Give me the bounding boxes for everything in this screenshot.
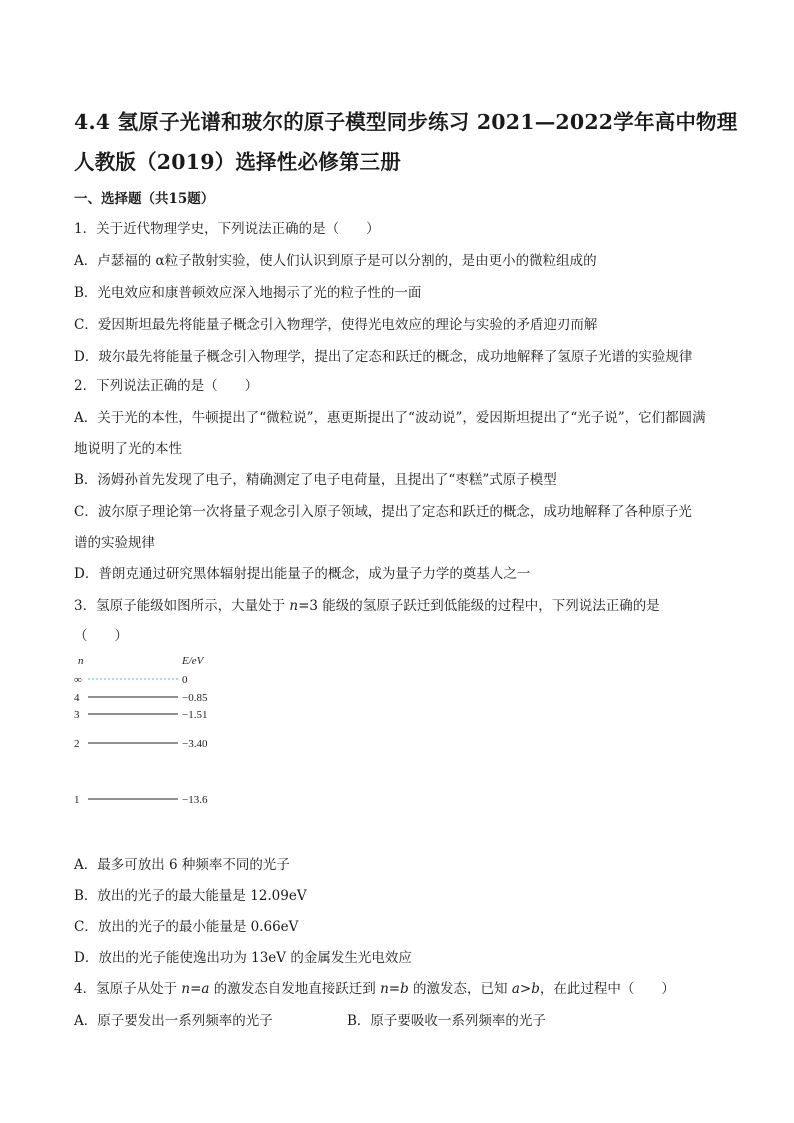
question-2-option-a-line-1: A．关于光的本性，牛顿提出了“微粒说”，惠更斯提出了“波动说”，爱因斯坦提出了“光子说”，它们都圆满 <box>74 410 706 426</box>
section-heading: 一、选择题（共15题） <box>74 191 215 207</box>
level-2-energy-label: −1.51 <box>182 709 208 721</box>
question-4-text-3: 的激发态自发地直接跃迁到 <box>209 981 381 997</box>
question-1-option-a: A．卢瑟福的 α粒子散射实验，使人们认识到原子是可以分割的，是由更小的微粒组成的 <box>74 253 597 269</box>
energy-level-diagram <box>70 652 250 812</box>
energy-levels <box>74 674 208 806</box>
question-3-stem <box>74 594 660 614</box>
question-4-var-n1: n <box>181 981 191 997</box>
question-3-option-d: D．放出的光子能使逸出功为 13eV 的金属发生光电效应 <box>74 950 412 966</box>
question-1-stem: 1．关于近代物理学史，下列说法正确的是（ ） <box>74 221 380 237</box>
question-4-var-n2: n <box>380 981 389 997</box>
level-1-energy-label: −0.85 <box>182 692 208 704</box>
question-4-var-a2: a <box>511 981 520 997</box>
question-4-text-6: > <box>519 981 532 997</box>
document-title-line-1: 4.4 氢原子光谱和玻尔的原子模型同步练习 2021—2022学年高中物理 <box>74 110 738 134</box>
question-1-option-b: B．光电效应和康普顿效应深入地揭示了光的粒子性的一面 <box>74 285 422 301</box>
question-2-option-c-line-1: C．波尔原子理论第一次将量子观念引入原子领域，提出了定态和跃迁的概念，成功地解释了各种原子光 <box>74 504 692 520</box>
document-title-line-2: 人教版（2019）选择性必修第三册 <box>74 150 401 174</box>
question-3-option-c: C．放出的光子的最小能量是 0.66eV <box>74 919 299 935</box>
question-3-stem-var: n <box>289 598 299 614</box>
question-4-text-4: = <box>388 981 401 997</box>
level-4-n-label: 1 <box>74 794 80 806</box>
question-3-option-b: B．放出的光子的最大能量是 12.09eV <box>74 888 307 904</box>
level-3-energy-label: −3.40 <box>182 738 208 750</box>
question-4-var-b1: b <box>400 981 409 997</box>
question-2-option-c-line-2: 谱的实验规律 <box>74 535 155 551</box>
level-4-energy-label: −13.6 <box>182 794 208 806</box>
question-4-var-b2: b <box>531 981 540 997</box>
question-4-text-1: 4．氢原子从处于 <box>74 981 182 997</box>
question-3-stem-post: =3 能级的氢原子跃迁到低能级的过程中，下列说法正确的是 <box>298 598 660 614</box>
question-1-option-c: C．爱因斯坦最先将能量子概念引入物理学，使得光电效应的理论与实验的矛盾迎刃而解 <box>74 317 598 333</box>
question-4-var-a1: a <box>201 981 210 997</box>
question-4-stem <box>74 977 675 997</box>
level-0-n-label: ∞ <box>74 674 82 686</box>
question-3-stem-line-2: （ ） <box>74 628 128 644</box>
question-3-stem-pre: 3．氢原子能级如图所示，大量处于 <box>74 598 290 614</box>
question-2-option-a-line-2: 地说明了光的本性 <box>74 441 182 457</box>
diagram-n-axis-label: n <box>78 655 84 667</box>
diagram-energy-axis-label: E/eV <box>182 655 204 667</box>
question-4-option-b: B．原子要吸收一系列频率的光子 <box>347 1013 546 1029</box>
question-4-text-7: ，在此过程中（ ） <box>539 981 675 997</box>
question-3-option-a: A．最多可放出 6 种频率不同的光子 <box>74 857 290 873</box>
question-4-option-a: A．原子要发出一系列频率的光子 <box>74 1013 273 1029</box>
question-2-option-d: D．普朗克通过研究黑体辐射提出能量子的概念，成为量子力学的奠基人之一 <box>74 566 531 582</box>
level-3-n-label: 2 <box>74 738 80 750</box>
question-1-option-d: D．玻尔最先将能量子概念引入物理学，提出了定态和跃迁的概念，成功地解释了氢原子光谱的实验规律 <box>74 349 693 365</box>
question-2-option-b: B．汤姆孙首先发现了电子，精确测定了电子电荷量，且提出了“枣糕”式原子模型 <box>74 472 557 488</box>
question-4-text-5: 的激发态，已知 <box>408 981 512 997</box>
level-2-n-label: 3 <box>74 709 80 721</box>
level-1-n-label: 4 <box>74 692 80 704</box>
question-4-text-2: = <box>190 981 202 997</box>
level-0-energy-label: 0 <box>182 674 188 686</box>
question-2-stem: 2．下列说法正确的是（ ） <box>74 378 259 394</box>
